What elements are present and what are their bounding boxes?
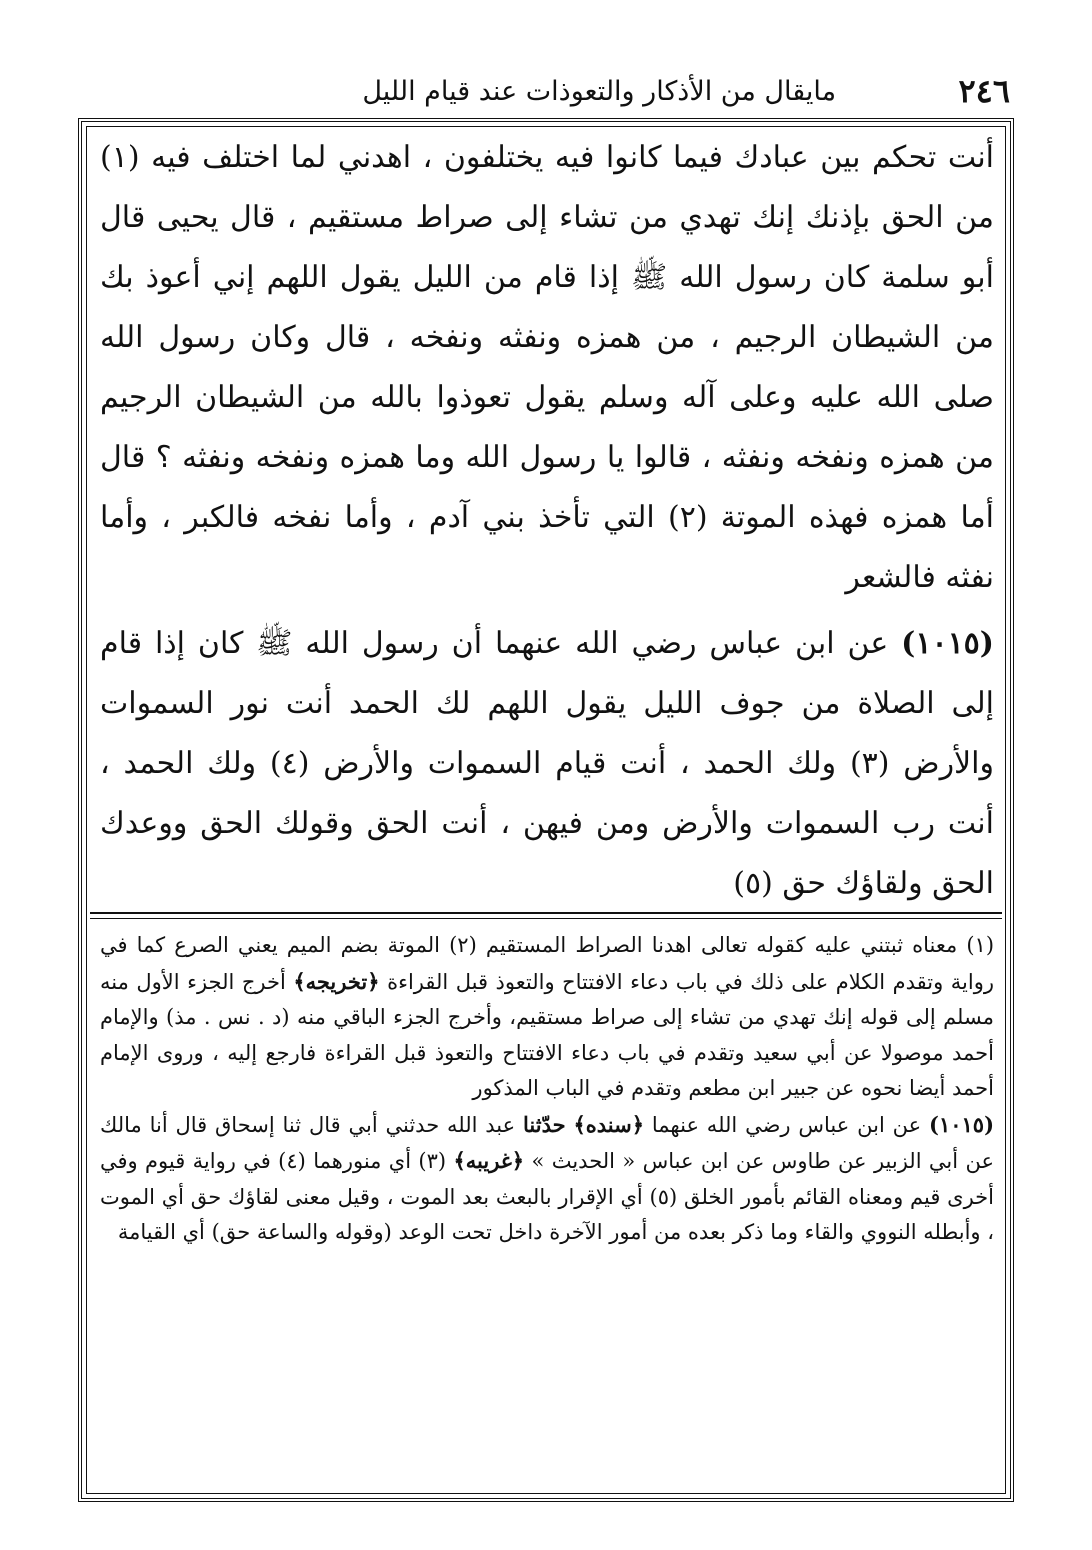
page-number: ٢٤٦ <box>958 72 1010 110</box>
footnote-block-2 <box>100 1107 994 1251</box>
haddathana-label: حدّثنا <box>523 1111 566 1137</box>
hadith-ref: (١٠١٥) <box>929 1111 994 1137</box>
sanad-intro: عن ابن عباس رضي الله عنهما <box>651 1112 922 1137</box>
page-header <box>80 66 1010 116</box>
footnote-1: (١) معناه ثبتني عليه كقوله تعالى اهدنا الصراط المستقيم (٢) الموتة بضم الميم يعني الصرع كما في رواية وتقدم الكلام على ذلك في باب دعاء الافتتاح والتعوذ قبل القراءة <box>100 933 995 994</box>
gharib-label: ﴿غريبه﴾ <box>453 1148 525 1173</box>
takhrij-label: ﴿تخريجه﴾ <box>293 968 380 994</box>
main-text <box>100 128 994 908</box>
footnotes <box>100 928 994 1488</box>
footnote-divider <box>90 912 1002 914</box>
main-paragraph-1: أنت تحكم بين عبادك فيما كانوا فيه يختلفون ، اهدني لما اختلف فيه (١) من الحق بإذنك إنك تهدي من تشاء إلى صراط مستقيم ، قال يحيى قال أبو سلمة كان رسول الله ﷺ إذا قام من الليل يقول اللهم إني أعوذ بك من الشيطان الرجيم ، من همزه ونفثه ونفخه ، قال وكان رسول الله صلى الله عليه وعلى آله وسلم يقول تعوذوا بالله من الشيطان الرجيم من همزه ونفخه ونفثه ، قالوا يا رسول الله وما همزه ونفخه ونفثه ؟ قال أما همزه فهذه الموتة (٢) التي تأخذ بني آدم ، وأما نفخه فالكبر ، وأما نفثه فالشعر <box>100 140 994 595</box>
running-title: مايقال من الأذكار والتعوذات عند قيام الليل <box>362 75 837 107</box>
main-paragraph-2-text: عن ابن عباس رضي الله عنهما أن رسول الله ﷺ كان إذا قام إلى الصلاة من جوف الليل يقول اللهم لك الحمد أنت نور السموات والأرض (٣) ولك الحمد ، أنت قيام السموات والأرض (٤) ولك الحمد ، أنت رب السموات والأرض ومن فيهن ، أنت الحق وقولك الحق ووعدك الحق ولقاؤك حق (٥) <box>100 626 994 901</box>
gharib-text: (٣) أي منورهما (٤) في رواية قيوم وفي أخرى قيم ومعناه القائم بأمور الخلق (٥) أي الإقرار بالبعث بعد الموت ، وقيل معنى لقاؤك حق أي الموت ، وأبطله النووي والقاء وما ذكر بعده من أمور الآخرة داخل تحت الوعد (وقوله والساعة حق) أي القيامة <box>100 1149 994 1244</box>
main-paragraph-2 <box>100 614 994 914</box>
takhrij-text: أخرج الجزء الأول منه مسلم إلى قوله إنك تهدي من تشاء إلى صراط مستقيم، وأخرج الجزء الباقي منه (د . نس . مذ) والإمام أحمد موصولا عن أبي سعيد وتقدم في باب دعاء الافتتاح والتعوذ قبل القراءة فارجع إليه ، وروى الإمام أحمد أيضا نحوه عن جبير ابن مطعم وتقدم في الباب المذكور <box>100 969 994 1100</box>
hadith-number: (١٠١٥) <box>901 626 994 661</box>
footnote-block-1 <box>100 928 994 1107</box>
sanad-label: ﴿سنده﴾ <box>573 1111 645 1137</box>
sanad-text: عبد الله حدثني أبي قال ثنا إسحاق قال أنا مالك عن أبي الزبير عن طاوس عن ابن عباس « الحديث » <box>100 1112 994 1173</box>
